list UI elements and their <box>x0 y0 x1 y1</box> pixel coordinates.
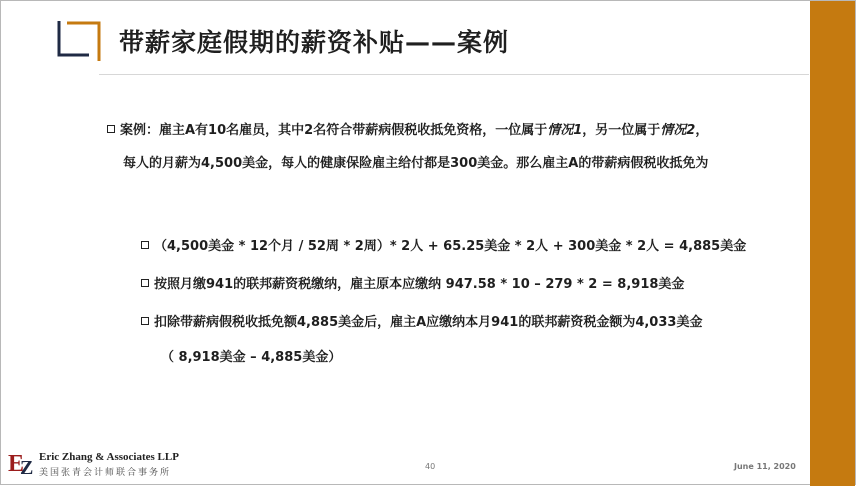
bullet-1: （4,500美金 * 12个月 / 52周 * 2周）* 2人 + 65.25美金 * 2人 + 300美金 * 2人 = 4,885美金 <box>141 235 746 254</box>
page-number: 40 <box>425 462 436 471</box>
ez-logo-icon <box>7 447 37 477</box>
frame-logo-icon <box>53 15 105 67</box>
bullet-3-continuation: （ 8,918美金 – 4,885美金） <box>161 350 342 365</box>
bullet-3: 扣除带薪病假税收抵免额4,885美金后，雇主A应缴纳本月941的联邦薪资税金额为4,033美金 <box>141 311 702 330</box>
svg-text:E: E <box>8 451 25 477</box>
checkbox-bullet-icon <box>141 279 149 287</box>
slide-date: June 11, 2020 <box>734 462 796 471</box>
checkbox-bullet-icon <box>141 241 149 249</box>
checkbox-bullet-icon <box>107 125 115 133</box>
checkbox-bullet-icon <box>141 317 149 325</box>
bullet-2: 按照月缴941的联邦薪资税缴纳，雇主原本应缴纳 947.58 * 10 – 279 * 2 = 8,918美金 <box>141 273 684 292</box>
page-title: 带薪家庭假期的薪资补贴——案例 <box>119 28 510 57</box>
case-line-2: 每人的月薪为4,500美金，每人的健康保险雇主给付都是300美金。那么雇主A的带薪病假税收抵免为 <box>123 156 709 171</box>
brand-footer <box>7 447 207 479</box>
accent-bar <box>810 1 855 486</box>
title-divider <box>99 74 809 75</box>
company-name: Eric Zhang & Associates LLP <box>39 451 179 463</box>
case-line-1: 案例：雇主A有10名雇员，其中2名符合带薪病假税收抵免资格，一位属于情况1，另一位属于情况2， <box>107 119 708 138</box>
company-name-cn: 美国张青会计师联合事务所 <box>39 468 172 478</box>
svg-text:Z: Z <box>20 457 34 477</box>
